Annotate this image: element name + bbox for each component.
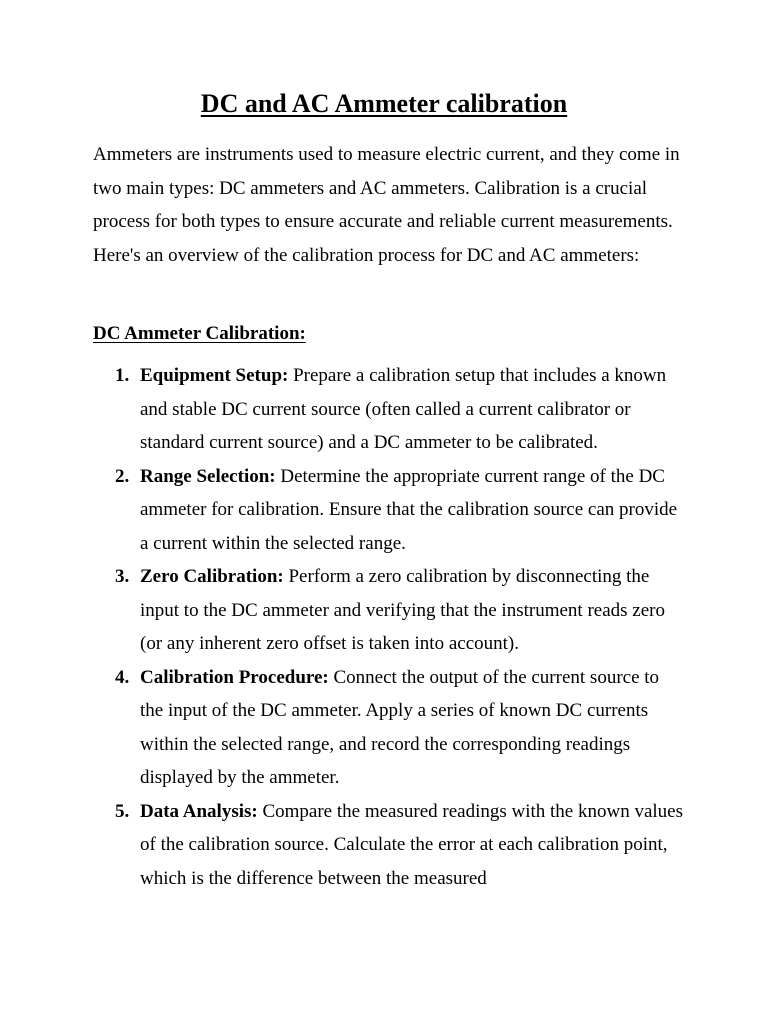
list-item xyxy=(93,460,683,561)
step-title: Zero Calibration: xyxy=(140,566,284,587)
list-item xyxy=(93,560,683,661)
step-number: 2. xyxy=(115,465,130,487)
step-text: Connect the output of the current source to the input of the DC ammeter. Apply a series of known DC currents within the selected range, and record the corresponding readings displayed by the ammeter. xyxy=(140,666,660,788)
step-text: Perform a zero calibration by disconnecting the input to the DC ammeter and verifying that the instrument reads zero (or any inherent zero offset is taken into account). xyxy=(140,566,665,654)
step-number: 3. xyxy=(115,566,130,587)
list-item xyxy=(93,661,683,795)
step-text: Compare the measured readings with the known values of the calibration source. Calculate the error at each calibration point, which is the difference between the measured xyxy=(140,800,683,889)
step-title: Equipment Setup: xyxy=(140,365,289,386)
step-number: 5. xyxy=(115,800,130,822)
list-item xyxy=(93,795,683,896)
step-text: Determine the appropriate current range of the DC ammeter for calibration. Ensure that the calibration source can provide a current within the selected range. xyxy=(140,465,678,554)
steps-list xyxy=(93,359,683,895)
step-number: 4. xyxy=(115,666,130,688)
step-number: 1. xyxy=(115,365,130,386)
step-text: Prepare a calibration setup that includes a known and stable DC current source (often called a current calibrator or standard current source) and a DC ammeter to be calibrated. xyxy=(140,365,667,453)
section-heading: DC Ammeter Calibration: xyxy=(93,323,306,344)
step-title: Calibration Procedure: xyxy=(140,666,329,688)
step-title: Range Selection: xyxy=(140,465,276,487)
step-title: Data Analysis: xyxy=(140,800,258,822)
list-item xyxy=(93,359,683,460)
document-title: DC and AC Ammeter calibration xyxy=(200,89,568,118)
intro-paragraph: Ammeters are instruments used to measure electric current, and they come in two main types: DC ammeters and AC ammeters. Calibration is a crucial process for both types to ensure accurate and reliable current measurements. Here's an overview of the calibration process for DC and AC ammeters: xyxy=(93,144,680,266)
